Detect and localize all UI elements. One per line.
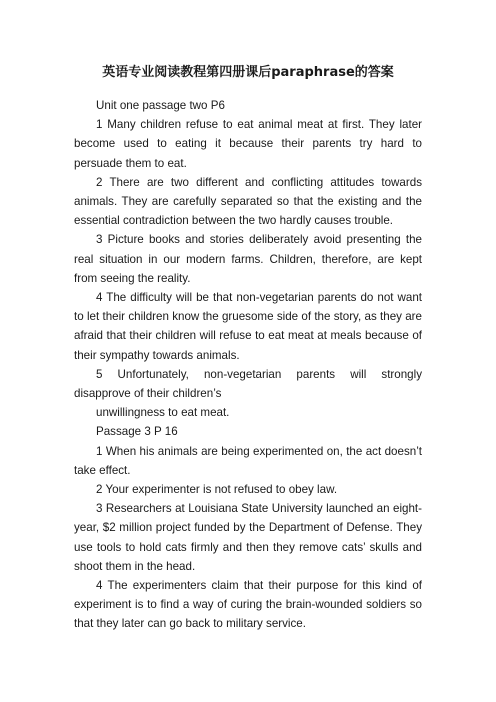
paragraph: 5 Unfortunately, non-vegetarian parents will strongly disapprove of their children’s xyxy=(74,367,422,401)
paragraph-unit-heading: Unit one passage two P6 xyxy=(96,99,225,112)
paragraph-passage-heading: Passage 3 P 16 xyxy=(96,425,178,439)
paragraph: 2 There are two different and conflicting attitudes towards animals. They are carefully separated so that the existing and the essential contradiction between the two hardly causes trouble. xyxy=(74,175,422,228)
document-body xyxy=(74,96,422,634)
paragraph: 3 Picture books and stories deliberately avoid presenting the real situation in our modern farms. Children, therefore, are kept from seeing the reality. xyxy=(74,233,422,285)
document-title: 英语专业阅读教程第四册课后paraphrase的答案 xyxy=(102,65,394,80)
paragraph: 4 The experimenters claim that their purpose for this kind of experiment is to find a way of curing the brain-wounded soldiers so that they later can go back to military service. xyxy=(74,579,422,631)
paragraph: 4 The difficulty will be that non-vegetarian parents do not want to let their children know the gruesome side of the story, as they are afraid that their children will refuse to eat meat at meals because of their sympathy towards animals. xyxy=(74,291,422,362)
paragraph: 1 When his animals are being experimented on, the act doesn’t take effect. xyxy=(74,444,422,477)
paragraph: 3 Researchers at Louisiana State University launched an eight-year, $2 million project funded by the Department of Defense. They use tools to hold cats firmly and then they remove cats’ skulls and shoot them in the head. xyxy=(74,502,422,573)
paragraph: unwillingness to eat meat. xyxy=(96,406,230,420)
paragraph: 2 Your experimenter is not refused to obey law. xyxy=(96,483,338,497)
paragraph: 1 Many children refuse to eat animal meat at first. They later become used to eating it because their parents try hard to persuade them to eat. xyxy=(74,118,422,170)
